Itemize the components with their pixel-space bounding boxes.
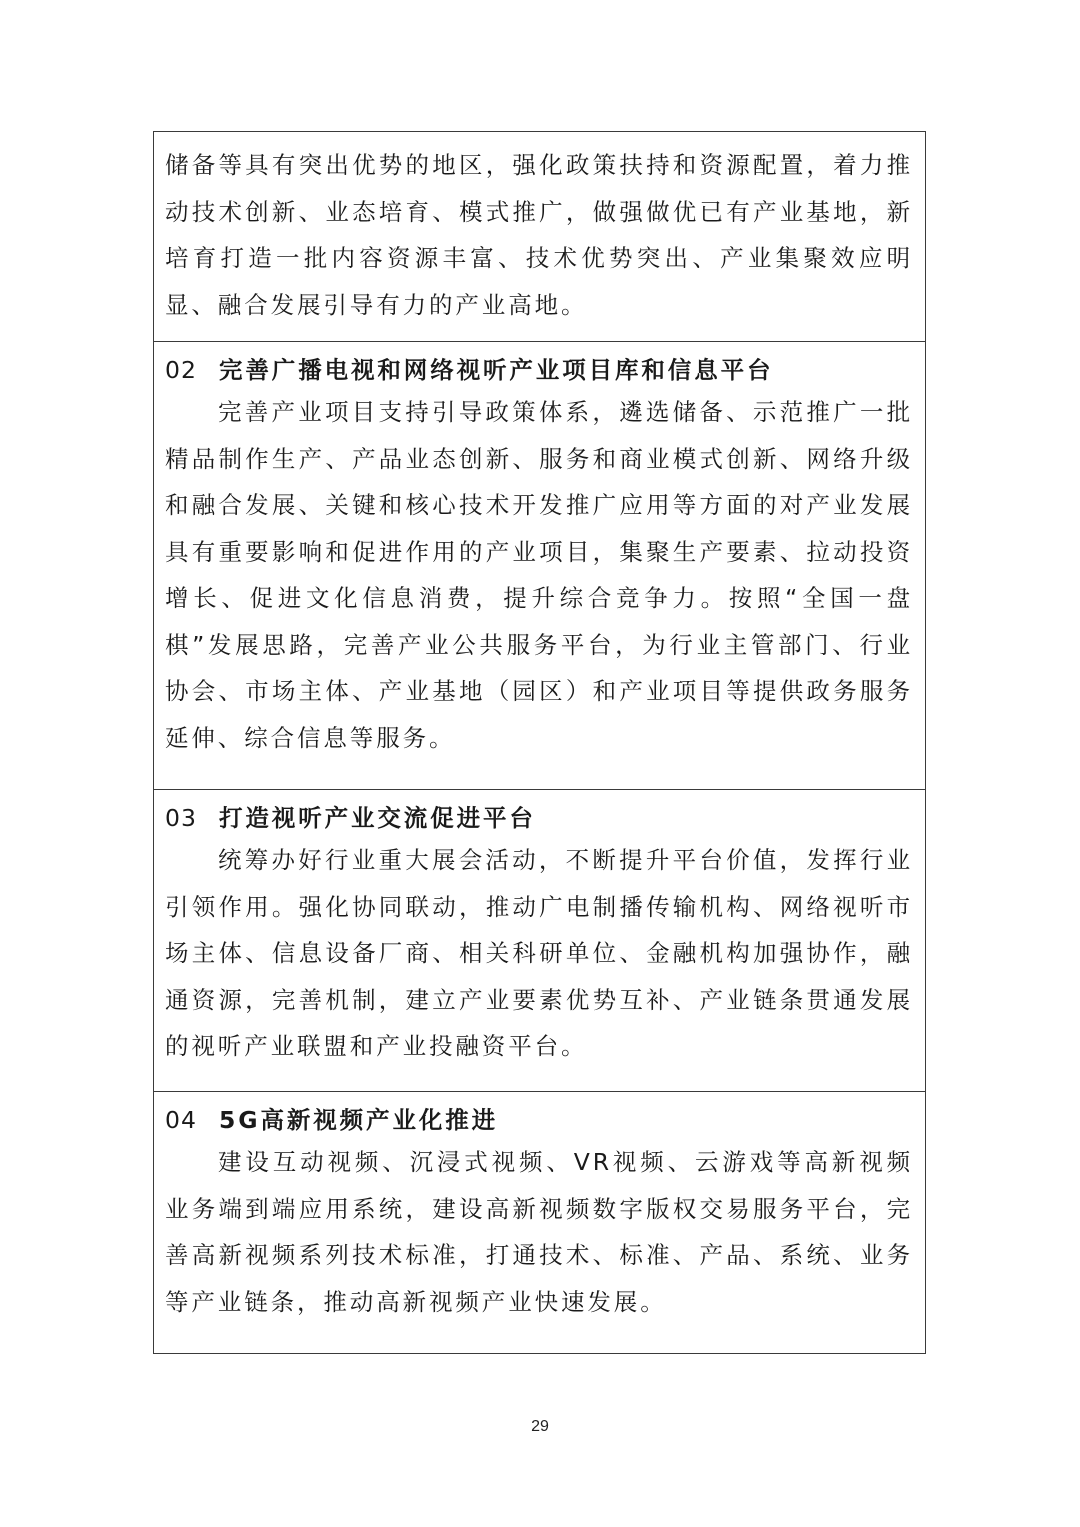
section-title: 完善广播电视和网络视听产业项目库和信息平台 — [219, 356, 774, 384]
section-number: 03 — [165, 804, 197, 832]
section-title: 打造视听产业交流促进平台 — [219, 804, 536, 832]
section-03 — [154, 789, 925, 1091]
section-number: 02 — [165, 356, 197, 384]
page-number: 29 — [531, 1418, 549, 1435]
section-number: 04 — [165, 1106, 197, 1134]
section-02 — [154, 341, 925, 789]
section-heading — [165, 1105, 913, 1139]
section-heading — [165, 355, 913, 389]
section-body: 建设互动视频、沉浸式视频、VR视频、云游戏等高新视频业务端到端应用系统，建设高新视频数字版权交易服务平台，完善高新视频系列技术标准，打通技术、标准、产品、系统、业务等产业链条，推动高新视频产业快速发展。 — [165, 1148, 913, 1316]
section-04 — [154, 1091, 925, 1353]
continuation-paragraph: 储备等具有突出优势的地区，强化政策扶持和资源配置，着力推动技术创新、业态培育、模式推广，做强做优已有产业基地，新培育打造一批内容资源丰富、技术优势突出、产业集聚效应明显、融合发展引导有力的产业高地。 — [165, 151, 913, 319]
section-body: 完善产业项目支持引导政策体系，遴选储备、示范推广一批精品制作生产、产品业态创新、服务和商业模式创新、网络升级和融合发展、关键和核心技术开发推广应用等方面的对产业发展具有重要影响和促进作用的产业项目，集聚生产要素、拉动投资增长、促进文化信息消费，提升综合竞争力。按照“全国一盘棋”发展思路，完善产业公共服务平台，为行业主管部门、行业协会、市场主体、产业基地（园区）和产业项目等提供政务服务延伸、综合信息等服务。 — [165, 398, 913, 752]
section-body: 统筹办好行业重大展会活动，不断提升平台价值，发挥行业引领作用。强化协同联动，推动广电制播传输机构、网络视听市场主体、信息设备厂商、相关科研单位、金融机构加强协作，融通资源，完善机制，建立产业要素优势互补、产业链条贯通发展的视听产业联盟和产业投融资平台。 — [165, 846, 913, 1060]
content-box — [153, 131, 926, 1354]
section-heading — [165, 803, 913, 837]
section-title: 5G高新视频产业化推进 — [219, 1106, 499, 1134]
section-continuation — [154, 132, 925, 341]
